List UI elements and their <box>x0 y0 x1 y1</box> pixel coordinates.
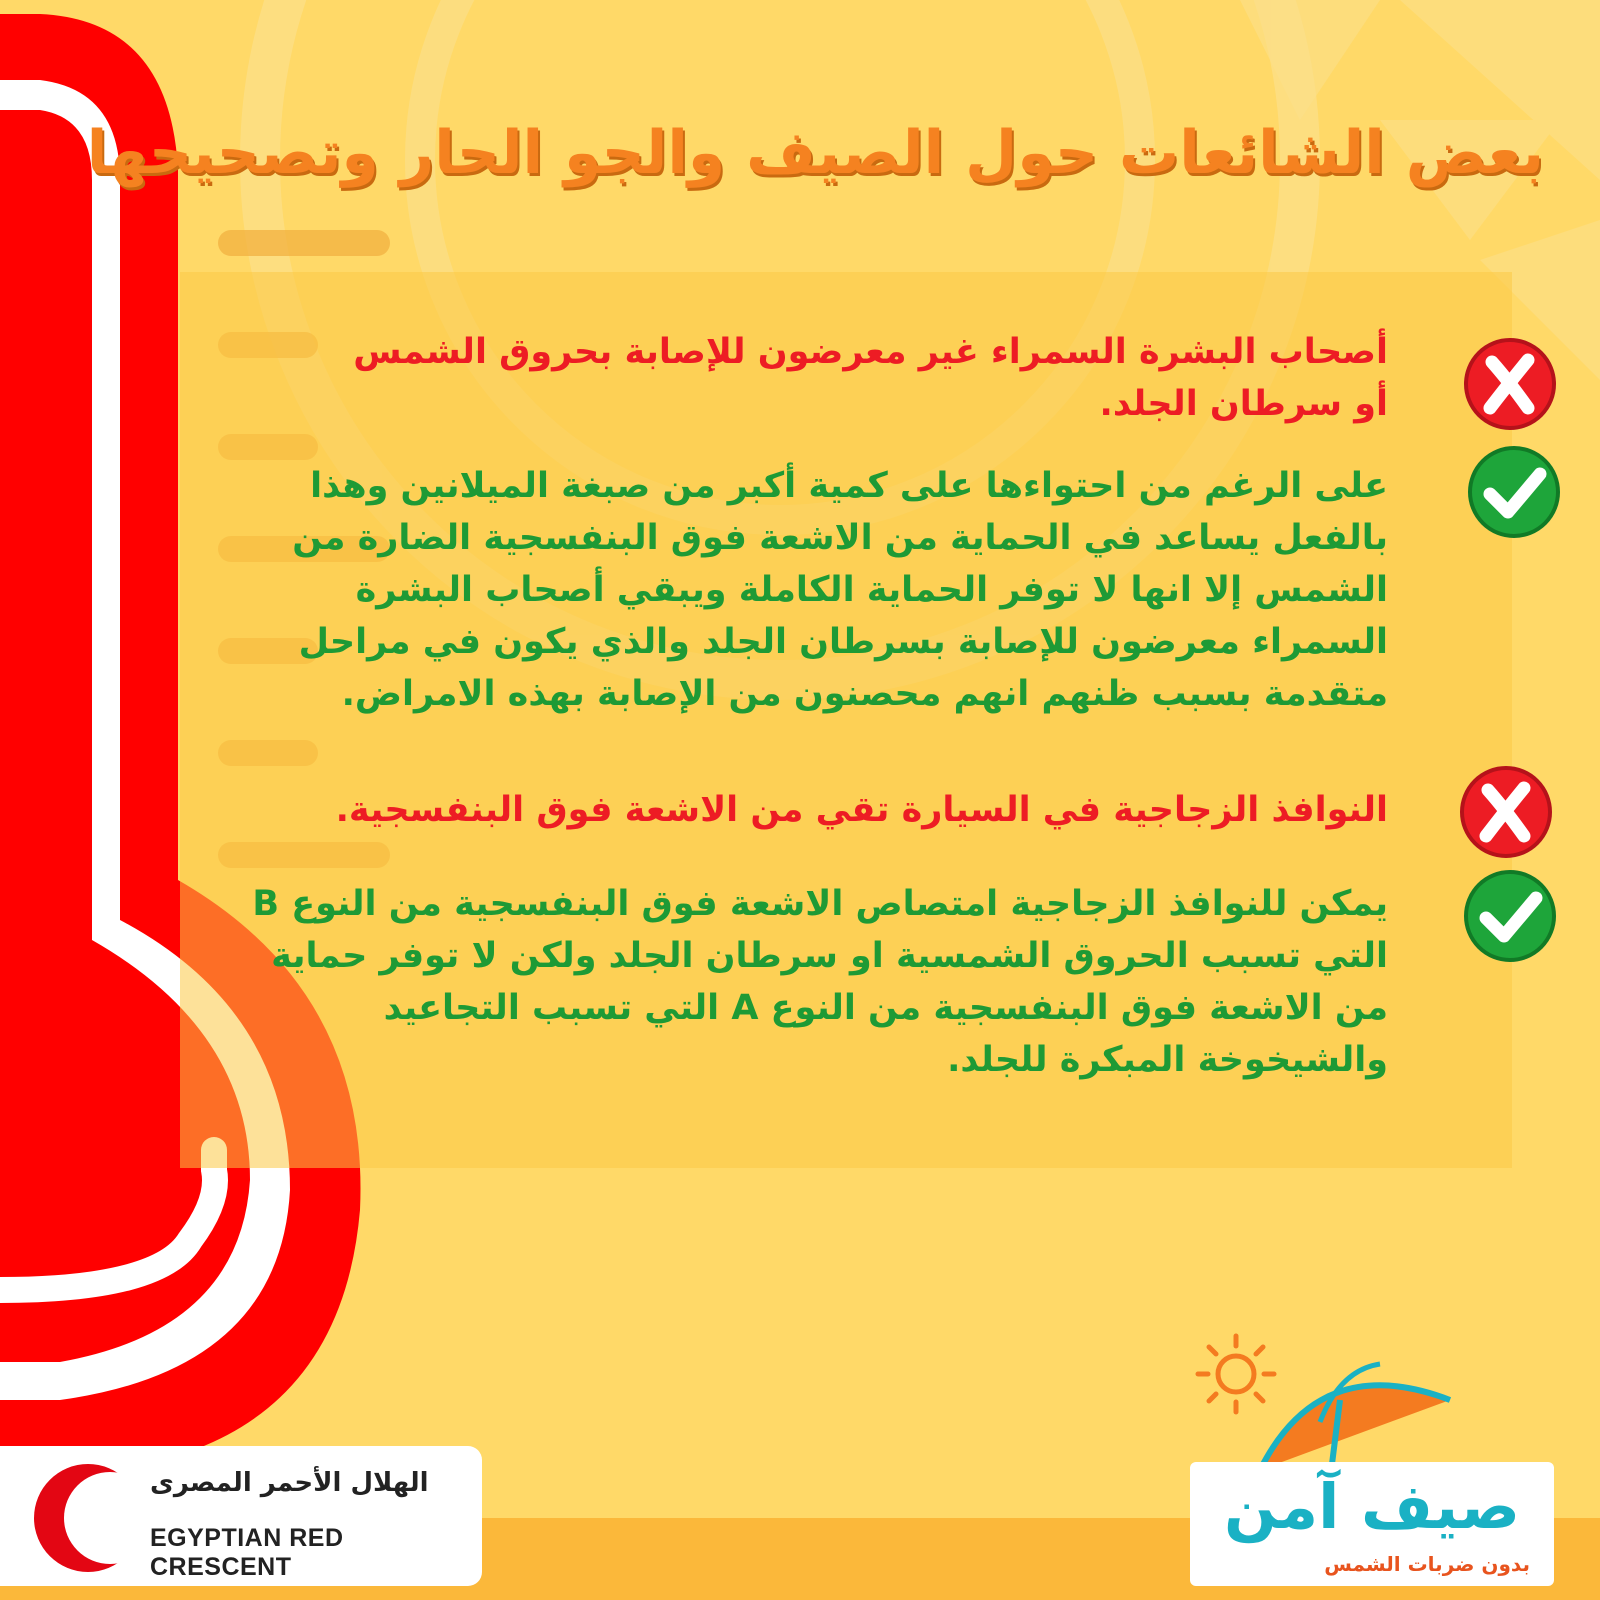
red-crescent-english-name: EGYPTIAN RED CRESCENT <box>150 1524 344 1581</box>
x-mark-icon <box>1458 764 1554 860</box>
sun-umbrella-icon <box>1180 1330 1480 1480</box>
myth-text-2: النوافذ الزجاجية في السيارة تقي من الاشعة فوق البنفسجية. <box>335 790 1388 830</box>
red-crescent-logo <box>0 1446 482 1586</box>
campaign-tagline: بدون ضربات الشمس <box>1324 1552 1530 1576</box>
check-mark-icon <box>1466 444 1562 540</box>
myth-text-1: أصحاب البشرة السمراء غير معرضون للإصابة بحروق الشمس أو سرطان الجلد. <box>353 332 1388 424</box>
safe-summer-logo <box>1190 1462 1554 1586</box>
fact-text-2: يمكن للنوافذ الزجاجية امتصاص الاشعة فوق البنفسجية من النوع B التي تسبب الحروق الشمسية او سرطان الجلد ولكن لا توفر حماية من الاشعة فوق البنفسجية من النوع A التي تسبب التجاعيد والشيخوخة المبكرة للجلد. <box>252 884 1388 1080</box>
page-title: بعض الشائعات حول الصيف والجو الحار وتصحيحها <box>86 118 1544 188</box>
red-crescent-arabic-name: الهلال الأحمر المصرى <box>150 1468 429 1498</box>
crescent-icon <box>30 1460 146 1576</box>
campaign-name: صيف آمن <box>1223 1470 1521 1543</box>
fact-text-1: على الرغم من احتواءها على كمية أكبر من صبغة الميلانين وهذا بالفعل يساعد في الحماية من الاشعة فوق البنفسجية الضارة من الشمس إلا انها لا توفر الحماية الكاملة ويبقي أصحاب البشرة السمراء معرضون للإصابة بسرطان الجلد والذي يكون في مراحل متقدمة بسبب ظنهم انهم محصنون من الإصابة بهذه الامراض. <box>292 466 1388 714</box>
x-mark-icon <box>1462 336 1558 432</box>
check-mark-icon <box>1462 868 1558 964</box>
